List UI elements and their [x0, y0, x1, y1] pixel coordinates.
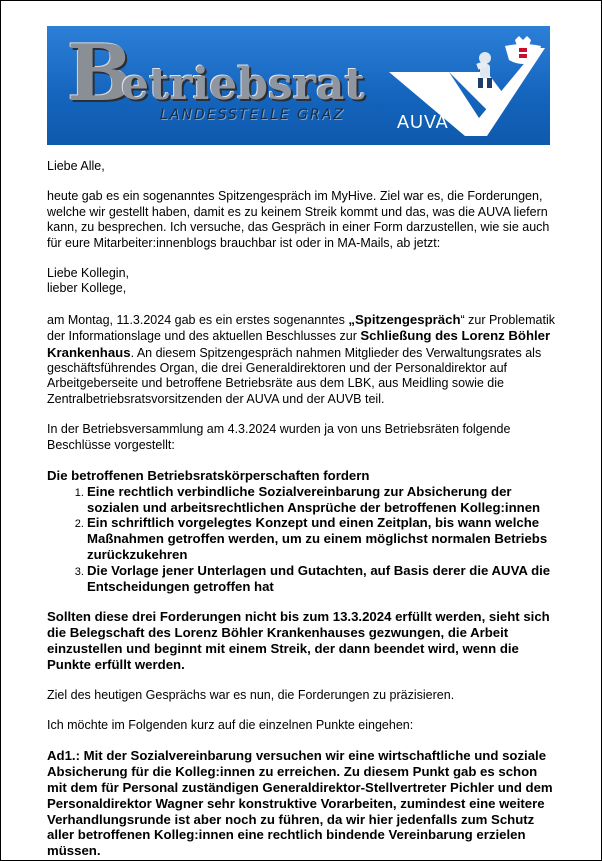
meeting-bold-2: Schließung des Lorenz Böhler Krankenhaus — [47, 328, 551, 360]
ultimatum-paragraph: Sollten diese drei Forderungen nicht bis zum 13.3.2024 erfüllt werden, sieht sich die Belegschaft des Lorenz Böhler Krankenhauses gezwungen, die Arbeit einzustellen und beginnt mit einem Streik, der dann beendet wird, wenn die Punkte erfüllt werden. — [47, 609, 550, 672]
logo-subtitle: LANDESSTELLE GRAZ — [160, 107, 345, 123]
meeting-text-1: am Montag, 11.3.2024 gab es ein erstes sogenanntes — [47, 312, 349, 327]
demands-list — [47, 484, 557, 595]
logo-initial: B — [67, 28, 133, 119]
demand-item: 3. Die Vorlage jener Unterlagen und Gutachten, auf Basis derer die AUVA die Entscheidungen getroffen hat — [87, 563, 557, 595]
meeting-text-3: . An diesem Spitzengespräch nahmen Mitglieder des Verwaltungsrates als geschäftsführendes Organ, die drei Generaldirektoren und der Personaldirektor auf Arbeitgeberseite und betroffene Betriebsräte aus dem LBK, aus Meidling sowie die Zentralbetriebsratsvorsitzenden der AUVA und der AUVB teil. — [47, 345, 542, 406]
meeting-bold-1: „Spitzengespräch — [348, 311, 461, 327]
meeting-paragraph — [47, 312, 557, 407]
letter-body — [47, 159, 557, 859]
meeting-text-2: “ zur Problematik der Informationslage und des aktuellen Beschlusses zur — [47, 312, 555, 344]
greeting: Liebe Alle, — [47, 159, 105, 173]
demands-heading: Die betroffenen Betriebsratskörperschaften fordern — [47, 468, 370, 484]
auva-org-name: AUVA — [397, 112, 449, 132]
header-banner — [47, 26, 550, 145]
assembly-paragraph: In der Betriebsversammlung am 4.3.2024 wurden ja von uns Betriebsräten folgende Beschlüsse vorgestellt: — [47, 422, 511, 452]
intro-paragraph: heute gab es ein sogenanntes Spitzengespräch im MyHive. Ziel war es, die Forderungen, welche wir gestellt haben, damit es zu keinem Streik kommt und das, was die AUVA liefern kann, zu besprechen. Ich versuche, das Gespräch in einer Form darzustellen, wie sie auch für eure Mitarbeiter:innenblogs brauchbar ist oder in MA-Mails, ab jetzt: — [47, 189, 550, 250]
salutation-line-1: Liebe Kollegin, — [47, 266, 130, 281]
salutation-line-2: lieber Kollege, — [47, 281, 127, 296]
logo-wordmark: etriebsrat — [121, 59, 365, 110]
demand-item: 2. Ein schriftlich vorgelegtes Konzept und einen Zeitplan, bis wann welche Maßnahmen getroffen werden, um zu einem möglichst normalen Betriebs zurückzukehren — [87, 515, 557, 562]
points-intro: Ich möchte im Folgenden kurz auf die einzelnen Punkte eingehen: — [47, 718, 414, 733]
goal-paragraph: Ziel des heutigen Gesprächs war es nun, die Forderungen zu präzisieren. — [47, 687, 455, 702]
point-ad1: Ad1.: Mit der Sozialvereinbarung versuchen wir eine wirtschaftliche und soziale Absicherung für die Kolleg:innen zu erreichen. Zu diesem Punkt gab es schon mit dem für Personal zuständigen Generaldirektor-Stellvertreter Pichler und dem Personaldirektor Wagner sehr konstruktive Vorarbeiten, zumindest eine weitere Verhandlungsrunde ist aber noch zu führen, da wir hier jedenfalls zum Schutz aller betroffenen Kolleg:innen eine rechtlich bindende Vereinbarung erzielen müssen. — [47, 748, 553, 859]
demand-item: 1. Eine rechtlich verbindliche Sozialvereinbarung zur Absicherung der sozialen und arbeitsrechtlichen Ansprüche der betroffenen Kolleg:innen — [87, 484, 557, 516]
